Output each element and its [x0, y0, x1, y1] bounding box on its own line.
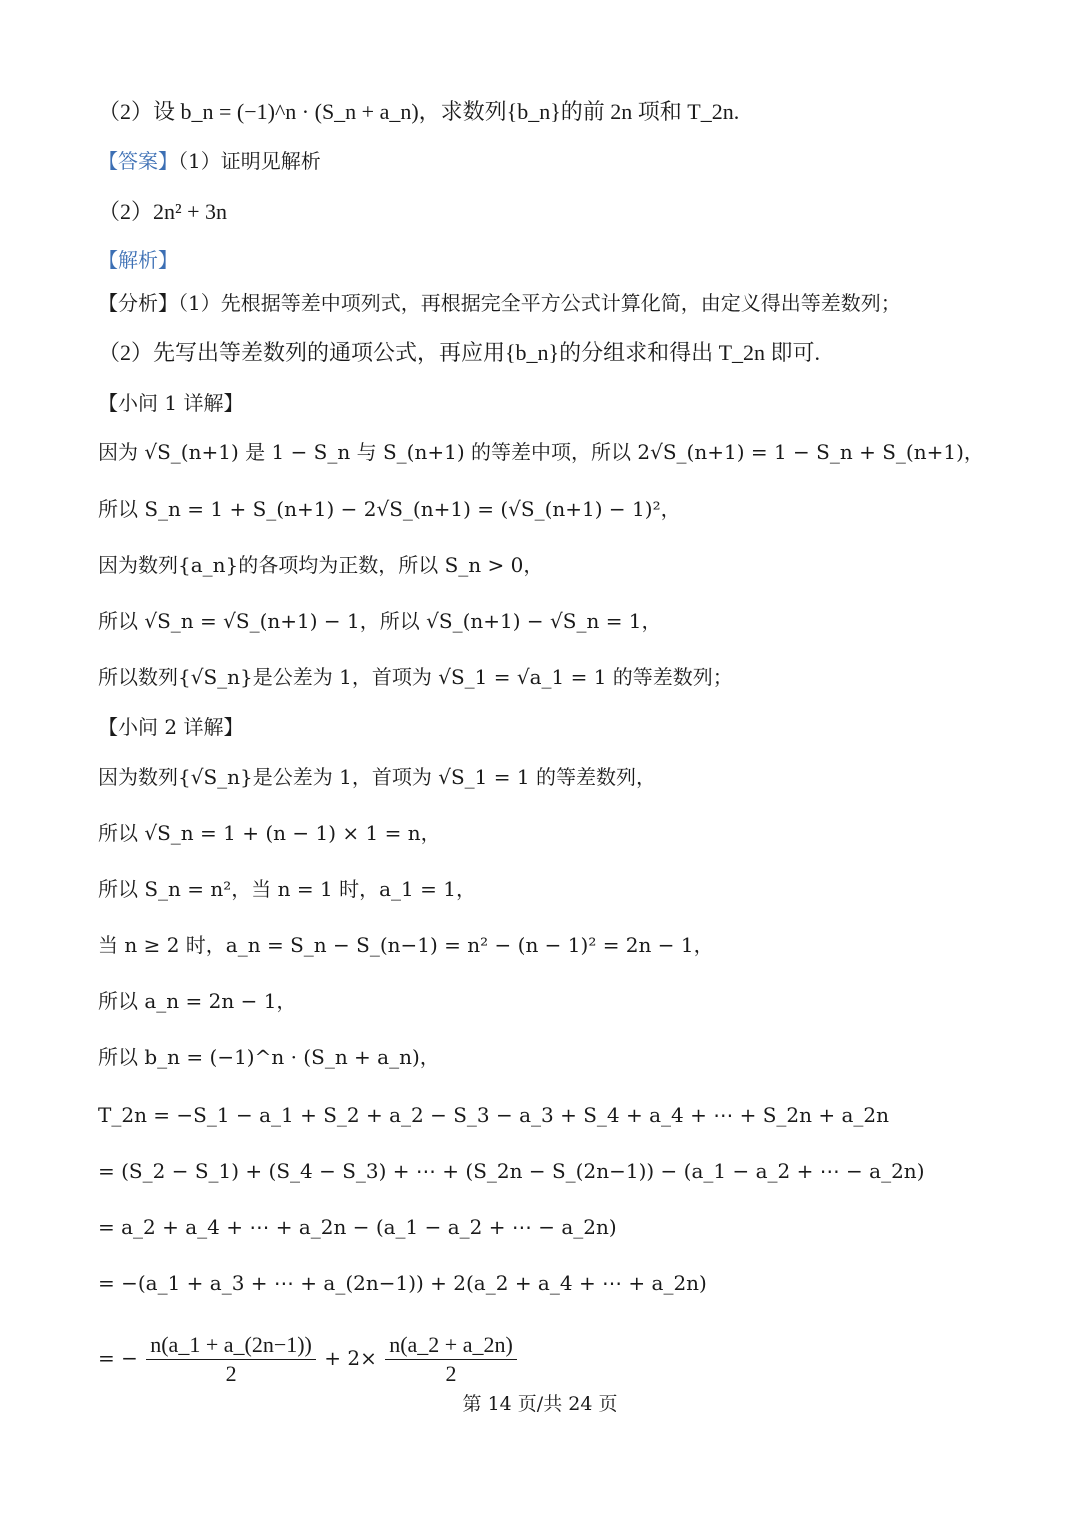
- fenxi-tag: 【分析】: [98, 291, 178, 315]
- sub2-line-3: 所以 S_n = n²，当 n = 1 时，a_1 = 1，: [98, 877, 476, 901]
- sub1-line-3: 因为数列{a_n}的各项均为正数，所以 S_n > 0，: [98, 553, 544, 577]
- sub1-line-1: 因为 √S_(n+1) 是 1 − S_n 与 S_(n+1) 的等差中项，所以 2√S_(n+1) = 1 − S_n + S_(n+1)，: [98, 440, 984, 464]
- sub2-line-7: T_2n = −S_1 − a_1 + S_2 + a_2 − S_3 − a_3 + S_4 + a_4 + ⋯ + S_2n + a_2n: [98, 1103, 890, 1127]
- sub2-line-8: = (S_2 − S_1) + (S_4 − S_3) + ⋯ + (S_2n − S_(2n−1)) − (a_1 − a_2 + ⋯ − a_2n): [98, 1159, 925, 1183]
- fraction-2: $\frac{n(a\_2 + a\_2n)}{2}$: [385, 1331, 517, 1388]
- answer-part2-line: [98, 197, 227, 227]
- answer-part2: （2）2n² + 3n: [98, 199, 228, 224]
- fraction-1: $\frac{n(a\_1 + a\_(2n-1))}{2}$: [146, 1331, 316, 1388]
- sub2-line-5: 所以 a_n = 2n − 1，: [98, 989, 297, 1013]
- sub1-title: 【小问 1 详解】: [98, 391, 244, 415]
- fenxi-text-1: （1）先根据等差中项列式，再根据完全平方公式计算化简，由定义得出等差数列；: [178, 291, 901, 315]
- sub2-line-6: 所以 b_n = (−1)^n · (S_n + a_n)，: [98, 1045, 440, 1069]
- fenxi-text-2: （2）先写出等差数列的通项公式，再应用{b_n}的分组求和得出 T_2n 即可.: [98, 340, 821, 365]
- analysis-tag-line: [98, 245, 178, 275]
- answer-tag: 【答案】: [98, 149, 178, 173]
- sub2-line-1: 因为数列{√S_n}是公差为 1，首项为 √S_1 = 1 的等差数列，: [98, 765, 656, 789]
- sub1-line-4: 所以 √S_n = √S_(n+1) − 1，所以 √S_(n+1) − √S_n = 1，: [98, 609, 662, 633]
- page-footer: 第 14 页/共 24 页: [462, 1393, 618, 1415]
- sub2-line-10: = −(a_1 + a_3 + ⋯ + a_(2n−1)) + 2(a_2 + a_4 + ⋯ + a_2n): [98, 1271, 707, 1295]
- sub1-line-5: 所以数列{√S_n}是公差为 1，首项为 √S_1 = √a_1 = 1 的等差数列；: [98, 665, 733, 689]
- analysis-tag: 【解析】: [98, 248, 178, 272]
- sub2-title: 【小问 2 详解】: [98, 715, 244, 739]
- fenxi-line-2: [98, 338, 820, 368]
- answer-line: [98, 146, 321, 176]
- sub2-line-4: 当 n ≥ 2 时，a_n = S_n − S_(n−1) = n² − (n − 1)² = 2n − 1，: [98, 933, 714, 957]
- question-2-line: （2）设 b_n = (−1)^n · (S_n + a_n)，求数列{b_n}的前 2n 项和 T_2n.: [98, 99, 740, 124]
- fenxi-line-1: [98, 288, 901, 318]
- sub2-line-9: = a_2 + a_4 + ⋯ + a_2n − (a_1 − a_2 + ⋯ − a_2n): [98, 1215, 617, 1239]
- sub2-line-2: 所以 √S_n = 1 + (n − 1) × 1 = n，: [98, 821, 441, 845]
- sub2-final-line: = − $\frac{n(a\_1 + a\_(2n-1))}{2}$ + 2× $\frac{n(a\_2 + a\_2n)}{2}$: [98, 1330, 519, 1388]
- sub1-line-2: 所以 S_n = 1 + S_(n+1) − 2√S_(n+1) = (√S_(n+1) − 1)²，: [98, 497, 681, 521]
- answer-part1: （1）证明见解析: [178, 149, 321, 173]
